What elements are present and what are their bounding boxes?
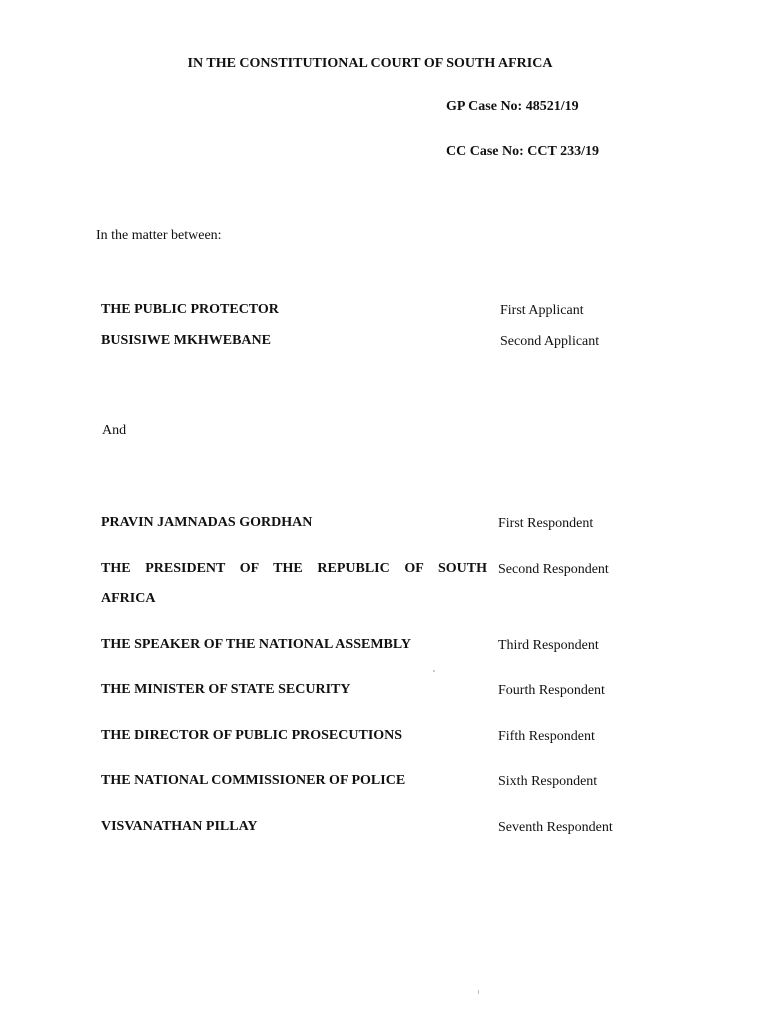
respondent-name: THE DIRECTOR OF PUBLIC PROSECUTIONS [101, 728, 403, 743]
respondent-name: THE SPEAKER OF THE NATIONAL ASSEMBLY [101, 637, 412, 652]
respondent-role: Sixth Respondent [498, 774, 598, 789]
respondent-name: VISVANATHAN PILLAY [101, 819, 258, 834]
scan-speck [478, 990, 479, 994]
respondent-role: Fourth Respondent [498, 683, 605, 698]
court-title: IN THE CONSTITUTIONAL COURT OF SOUTH AFRICA [187, 56, 553, 71]
scan-speck [433, 670, 435, 672]
applicant-name: THE PUBLIC PROTECTOR [101, 302, 279, 317]
conjunction-and: And [102, 423, 127, 438]
respondent-role: Third Respondent [498, 638, 599, 653]
respondent-name-line1: THE PRESIDENT OF THE REPUBLIC OF SOUTH [101, 561, 487, 576]
applicant-name: BUSISIWE MKHWEBANE [101, 333, 271, 348]
respondent-name: THE MINISTER OF STATE SECURITY [101, 682, 351, 697]
respondent-role: Fifth Respondent [498, 729, 595, 744]
applicant-role: First Applicant [500, 303, 584, 318]
respondent-name: PRAVIN JAMNADAS GORDHAN [101, 515, 313, 530]
respondent-role: Second Respondent [498, 562, 609, 577]
matter-intro: In the matter between: [96, 228, 222, 243]
respondent-role: First Respondent [498, 516, 594, 531]
cc-case-number: CC Case No: CCT 233/19 [446, 144, 599, 159]
respondent-name: THE NATIONAL COMMISSIONER OF POLICE [101, 773, 406, 788]
gp-case-number: GP Case No: 48521/19 [446, 99, 579, 114]
respondent-name-line2: AFRICA [101, 591, 156, 606]
applicant-role: Second Applicant [500, 334, 600, 349]
respondent-role: Seventh Respondent [498, 820, 613, 835]
